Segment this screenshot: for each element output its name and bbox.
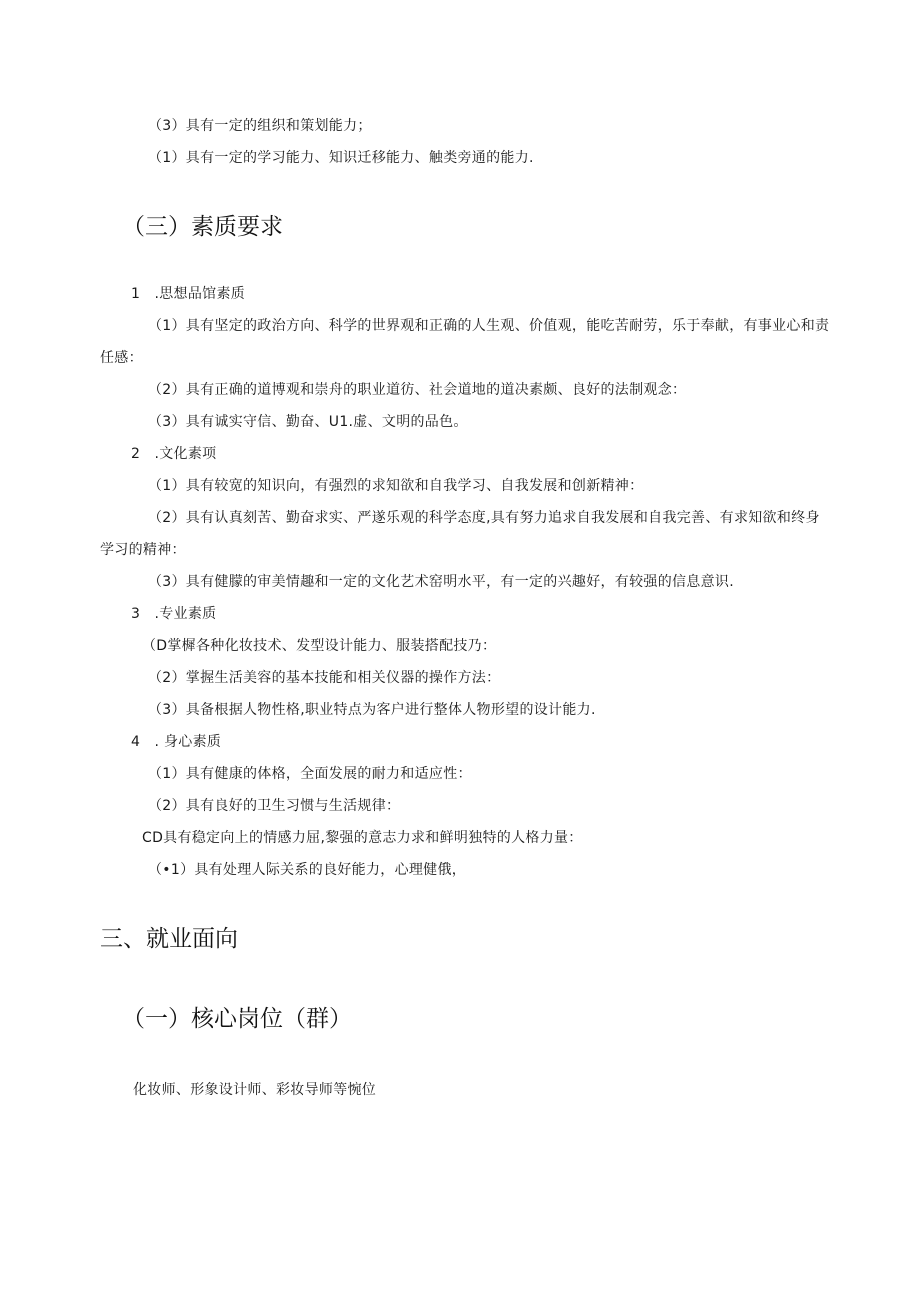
culture-item-2a xyxy=(148,508,820,528)
mind-body-item-2: （2）具有良好的卫生习惯与生活规律： xyxy=(148,798,401,814)
culture-item-2-tail: 学习的精神： xyxy=(100,542,186,558)
moral-heading: 1 .思想品馆素质 xyxy=(131,286,246,302)
culture-item-2b xyxy=(100,540,186,560)
subsection-title-core-jobs: （一）核心岗位（群） xyxy=(122,1006,352,1032)
professional-heading: 3 .专业素质 xyxy=(131,606,217,622)
moral-item-1a xyxy=(148,316,829,336)
professional-item-1: （D掌樨各种化妆技术、发型设计能力、服装搭配技乃： xyxy=(142,638,497,654)
core-jobs-text: 化妆师、形象设计师、彩妆导师等惋位 xyxy=(133,1082,377,1098)
culture-heading: 2 .文化素项 xyxy=(131,446,217,462)
moral-item-1-tail: 任感： xyxy=(100,350,143,366)
moral-item-1-text: （1）具有坚定的政治方向、科学的世界观和正确的人生观、价值观，能吃苦耐劳，乐于奉献，有事业心和责 xyxy=(148,318,830,334)
moral-item-3: （3）具有诚实守信、勤奋、U1.虚、文明的品色。 xyxy=(148,414,468,430)
professional-item-3: （3）具备根据人物性格,职业特点为客户进行整体人物形望的设计能力. xyxy=(148,702,596,718)
moral-item-1b xyxy=(100,348,143,368)
culture-item-1: （1）具有较宽的知识向，有强烈的求知欲和自我学习、自我发展和创新精神： xyxy=(148,478,644,494)
professional-item-2: （2）掌握生活美容的基本技能和相关仪器的操作方法： xyxy=(148,670,501,686)
mind-body-item-4: （•1）具有处理人际关系的良好能力，心理健俄， xyxy=(148,862,467,878)
moral-item-2: （2）具有正确的道博观和崇舟的职业道彷、社会道地的道决素颇、良好的法制观念： xyxy=(148,382,687,398)
section-title-quality: （三）素质要求 xyxy=(122,214,283,240)
mind-body-heading: 4 . 身心素质 xyxy=(131,734,222,750)
culture-item-3: （3）具有健朦的审美情趣和一定的文化艺术窑明水平，有一定的兴趣好，有较强的信息意识. xyxy=(148,574,734,590)
section-title-employment: 三、就业面向 xyxy=(100,926,238,952)
mind-body-item-1: （1）具有健康的体格，全面发展的耐力和适应性： xyxy=(148,766,472,782)
ability-item-4: （1）具有一定的学习能力、知识迁移能力、触类旁通的能力. xyxy=(148,150,534,166)
ability-item-3: （3）具有一定的组织和策划能力； xyxy=(148,118,372,134)
culture-item-2-text: （2）具有认真刻苦、勤奋求实、严遂乐观的科学态度,具有努力追求自我发展和自我完善、有求知欲和终身 xyxy=(148,510,820,526)
mind-body-item-3: CD具有稳定向上的情感力屈,黎强的意志力求和鲜明独特的人格力量： xyxy=(142,830,583,846)
